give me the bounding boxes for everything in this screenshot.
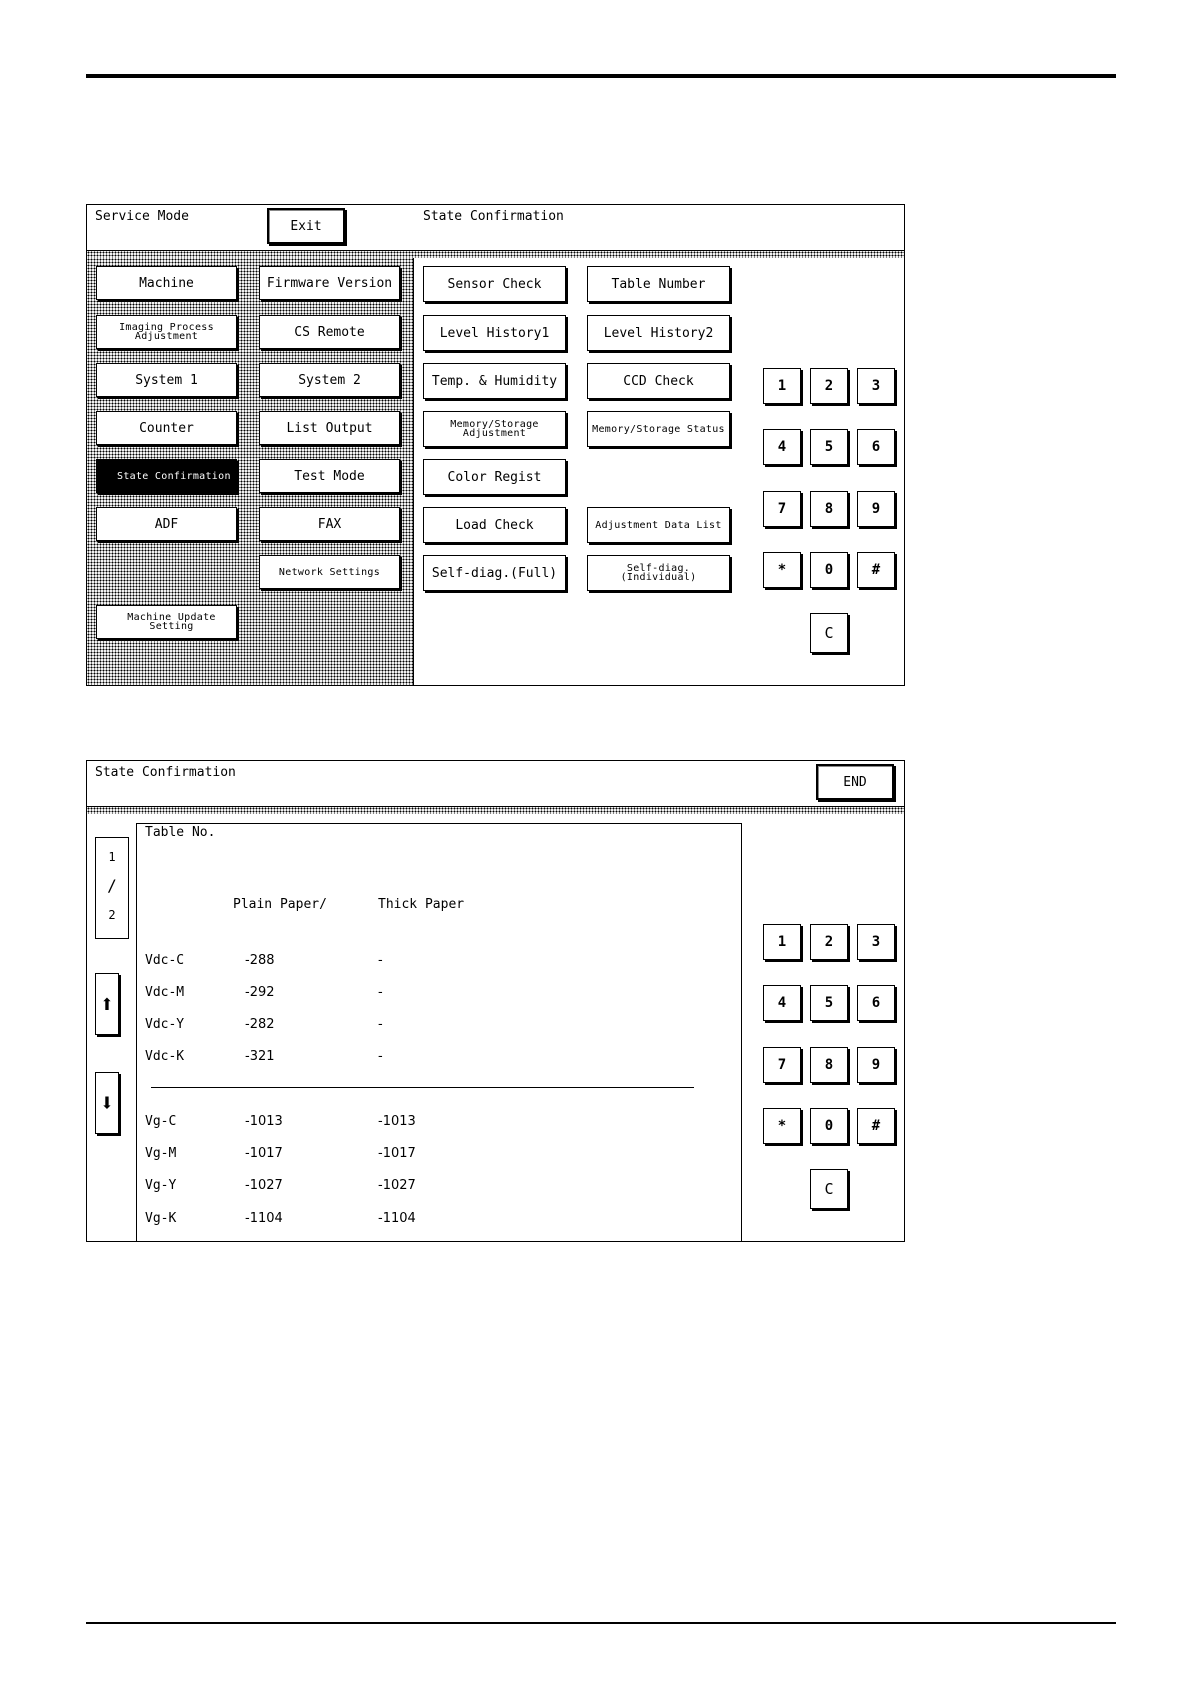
- keypad-9[interactable]: 9: [857, 491, 895, 527]
- table-label: Table No.: [145, 825, 216, 840]
- keypad-6[interactable]: 6: [857, 429, 895, 465]
- row-label: Vg-C: [145, 1114, 177, 1129]
- ccd-check-button[interactable]: CCD Check: [587, 363, 730, 399]
- list-output-button[interactable]: List Output: [259, 411, 400, 445]
- state-confirmation-screen: [86, 760, 905, 1242]
- table-panel: [136, 823, 742, 1242]
- header-divider: [87, 251, 904, 258]
- self-diag-full-button[interactable]: Self-diag.(Full): [423, 555, 566, 591]
- page-indicator: [95, 837, 129, 939]
- page-top-rule: [86, 74, 1116, 78]
- header-bar: [87, 205, 904, 251]
- table-divider: [151, 1087, 694, 1088]
- plain-value: -292: [245, 985, 275, 1000]
- page-separator: /: [107, 876, 117, 895]
- sensor-check-button[interactable]: Sensor Check: [423, 266, 566, 302]
- scroll-down-button[interactable]: [95, 1072, 119, 1134]
- arrow-down-icon: ⬇: [99, 1089, 115, 1117]
- keypad-3[interactable]: 3: [857, 368, 895, 404]
- scroll-up-button[interactable]: [95, 973, 119, 1035]
- test-mode-button[interactable]: Test Mode: [259, 459, 400, 493]
- imaging-process-adjustment-button[interactable]: Imaging Process Adjustment: [96, 315, 237, 349]
- plain-value: -1104: [245, 1211, 283, 1226]
- screen-title: Service Mode: [95, 209, 189, 224]
- system-2-button[interactable]: System 2: [259, 363, 400, 397]
- keypad-7[interactable]: 7: [763, 1047, 801, 1083]
- col-header-thick: Thick Paper: [378, 897, 465, 912]
- memory-storage-adjustment-button[interactable]: Memory/Storage Adjustment: [423, 411, 566, 447]
- keypad-8[interactable]: 8: [810, 491, 848, 527]
- state-confirmation-button[interactable]: State Confirmation: [96, 459, 237, 493]
- keypad-1[interactable]: 1: [763, 368, 801, 404]
- row-label: Vdc-C: [145, 953, 185, 968]
- keypad-4[interactable]: 4: [763, 985, 801, 1021]
- section-title: State Confirmation: [423, 209, 564, 224]
- exit-button[interactable]: Exit: [267, 208, 345, 244]
- row-label: Vdc-K: [145, 1049, 185, 1064]
- keypad-star[interactable]: *: [763, 1108, 801, 1144]
- keypad-0[interactable]: 0: [810, 552, 848, 588]
- thick-value: -: [378, 985, 383, 1000]
- load-check-button[interactable]: Load Check: [423, 507, 566, 543]
- keypad-5[interactable]: 5: [810, 985, 848, 1021]
- plain-value: -321: [245, 1049, 275, 1064]
- cs-remote-button[interactable]: CS Remote: [259, 315, 400, 349]
- service-mode-screen: [86, 204, 905, 686]
- row-label: Vdc-Y: [145, 1017, 185, 1032]
- keypad-8[interactable]: 8: [810, 1047, 848, 1083]
- keypad-2[interactable]: 2: [810, 368, 848, 404]
- keypad-6[interactable]: 6: [857, 985, 895, 1021]
- level-history2-button[interactable]: Level History2: [587, 315, 730, 351]
- page-bottom-rule: [86, 1622, 1116, 1624]
- keypad-9[interactable]: 9: [857, 1047, 895, 1083]
- adf-button[interactable]: ADF: [96, 507, 237, 541]
- counter-button[interactable]: Counter: [96, 411, 237, 445]
- thick-value: -: [378, 1049, 383, 1064]
- keypad-1[interactable]: 1: [763, 924, 801, 960]
- keypad-clear[interactable]: C: [810, 613, 848, 653]
- network-settings-button[interactable]: Network Settings: [259, 555, 400, 589]
- firmware-version-button[interactable]: Firmware Version: [259, 266, 400, 300]
- row-label: Vdc-M: [145, 985, 185, 1000]
- thick-value: -1013: [378, 1114, 416, 1129]
- keypad-star[interactable]: *: [763, 552, 801, 588]
- keypad-2[interactable]: 2: [810, 924, 848, 960]
- thick-value: -: [378, 953, 383, 968]
- thick-value: -: [378, 1017, 383, 1032]
- header-divider: [87, 807, 904, 814]
- keypad-4[interactable]: 4: [763, 429, 801, 465]
- thick-value: -1027: [378, 1178, 416, 1193]
- plain-value: -1027: [245, 1178, 283, 1193]
- page-total: 2: [108, 908, 116, 922]
- keypad-7[interactable]: 7: [763, 491, 801, 527]
- col-header-plain: Plain Paper/: [233, 897, 327, 912]
- adjustment-data-list-button[interactable]: Adjustment Data List: [587, 507, 730, 543]
- thick-value: -1017: [378, 1146, 416, 1161]
- row-label: Vg-K: [145, 1211, 177, 1226]
- color-regist-button[interactable]: Color Regist: [423, 459, 566, 495]
- machine-update-setting-button[interactable]: Machine Update Setting: [96, 605, 237, 639]
- keypad-0[interactable]: 0: [810, 1108, 848, 1144]
- memory-storage-status-button[interactable]: Memory/Storage Status: [587, 411, 730, 447]
- table-number-button[interactable]: Table Number: [587, 266, 730, 302]
- self-diag-individual-button[interactable]: Self-diag. (Individual): [587, 555, 730, 591]
- header-bar: [87, 761, 904, 807]
- machine-button[interactable]: Machine: [96, 266, 237, 300]
- row-label: Vg-Y: [145, 1178, 177, 1193]
- thick-value: -1104: [378, 1211, 416, 1226]
- keypad-hash[interactable]: #: [857, 1108, 895, 1144]
- plain-value: -1013: [245, 1114, 283, 1129]
- page-current: 1: [108, 850, 116, 864]
- keypad-3[interactable]: 3: [857, 924, 895, 960]
- keypad-5[interactable]: 5: [810, 429, 848, 465]
- plain-value: -1017: [245, 1146, 283, 1161]
- keypad-clear[interactable]: C: [810, 1169, 848, 1209]
- temp-humidity-button[interactable]: Temp. & Humidity: [423, 363, 566, 399]
- plain-value: -288: [245, 953, 275, 968]
- plain-value: -282: [245, 1017, 275, 1032]
- end-button[interactable]: END: [816, 764, 894, 800]
- level-history1-button[interactable]: Level History1: [423, 315, 566, 351]
- row-label: Vg-M: [145, 1146, 177, 1161]
- system-1-button[interactable]: System 1: [96, 363, 237, 397]
- arrow-up-icon: ⬆: [99, 990, 115, 1018]
- fax-button[interactable]: FAX: [259, 507, 400, 541]
- keypad-hash[interactable]: #: [857, 552, 895, 588]
- screen-title: State Confirmation: [95, 765, 236, 780]
